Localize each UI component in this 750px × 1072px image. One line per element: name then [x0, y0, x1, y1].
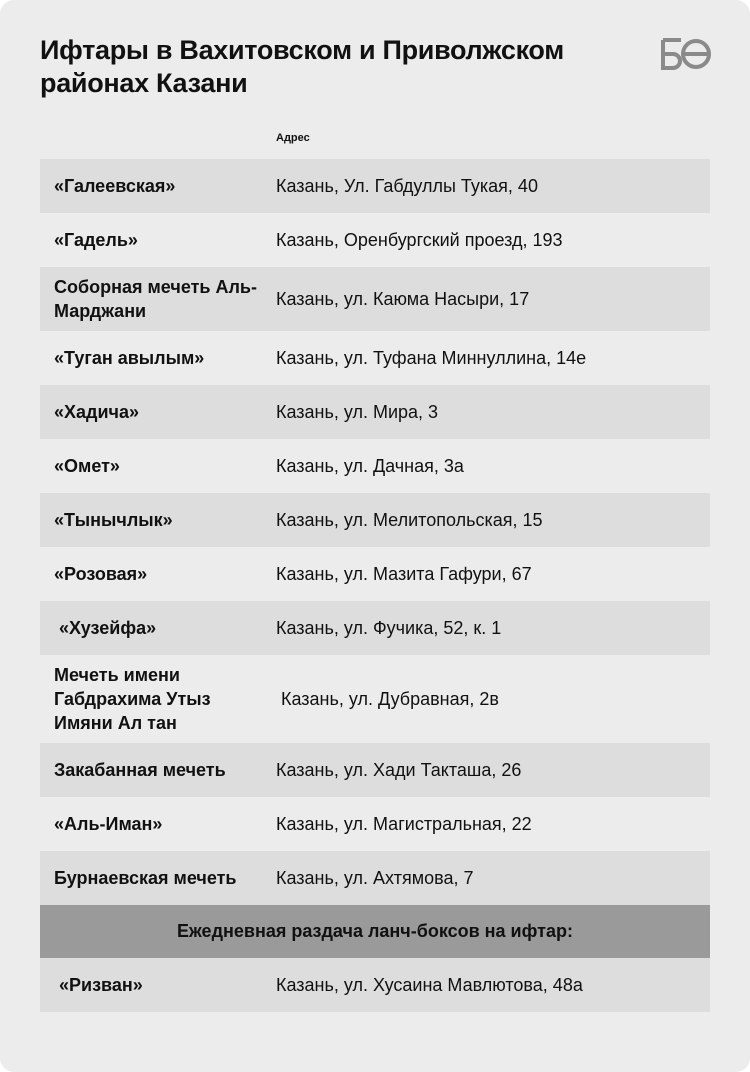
mosque-address: Казань, ул. Хади Такташа, 26	[276, 760, 522, 780]
table-row	[40, 385, 710, 439]
table-row	[40, 958, 710, 1012]
table-row	[40, 493, 710, 547]
mosque-name: «Тынычлык»	[54, 510, 173, 530]
mosque-address: Казань, ул. Ахтямова, 7	[276, 868, 474, 888]
mosque-address: Казань, ул. Каюма Насыри, 17	[276, 289, 530, 309]
mosque-address: Казань, ул. Дубравная, 2в	[276, 689, 499, 709]
mosque-address: Казань, Оренбургский проезд, 193	[276, 230, 563, 250]
mosque-name: Соборная мечеть Аль-Марджани	[54, 277, 257, 321]
table-row	[40, 547, 710, 601]
mosque-name: «Ризван»	[54, 975, 143, 995]
title-line-2: районах Казани	[40, 68, 248, 98]
table-row	[40, 267, 710, 331]
table-row	[40, 601, 710, 655]
mosque-name: Мечеть имени Габдрахима Утыз Имяни Ал тан	[54, 665, 211, 733]
mosque-name: Закабанная мечеть	[54, 760, 226, 780]
mosque-address: Казань, ул. Магистральная, 22	[276, 814, 532, 834]
lunchbox-section-header: Ежедневная раздача ланч-боксов на ифтар:	[40, 905, 710, 958]
table-row	[40, 213, 710, 267]
table-row	[40, 159, 710, 213]
mosque-name: «Розовая»	[54, 564, 148, 584]
table-row	[40, 655, 710, 743]
mosque-address: Казань, ул. Хусаина Мавлютова, 48а	[276, 975, 583, 995]
mosque-address: Казань, ул. Мазита Гафури, 67	[276, 564, 532, 584]
iftar-locations-table	[40, 159, 710, 1012]
mosque-name: «Хузейфа»	[54, 618, 157, 638]
mosque-name: «Аль-Иман»	[54, 814, 163, 834]
table-row	[40, 331, 710, 385]
mosque-name: «Туган авылым»	[54, 348, 205, 368]
mosque-address: Казань, ул. Туфана Миннуллина, 14е	[276, 348, 587, 368]
mosque-name: «Гадель»	[54, 230, 138, 250]
mosque-address: Казань, Ул. Габдуллы Тукая, 40	[276, 176, 538, 196]
address-column-header: Адрес	[276, 132, 310, 144]
table-row	[40, 797, 710, 851]
mosque-name: «Галеевская»	[54, 176, 176, 196]
table-row	[40, 851, 710, 905]
mosque-address: Казань, ул. Мира, 3	[276, 402, 439, 422]
mosque-name: Бурнаевская мечеть	[54, 868, 237, 888]
page-title	[40, 34, 640, 100]
mosque-address: Казань, ул. Мелитопольская, 15	[276, 510, 543, 530]
title-line-1: Ифтары в Вахитовском и Приволжском	[40, 35, 564, 65]
mosque-address: Казань, ул. Дачная, 3а	[276, 456, 464, 476]
table-row	[40, 439, 710, 493]
mosque-address: Казань, ул. Фучика, 52, к. 1	[276, 618, 502, 638]
mosque-name: «Омет»	[54, 456, 120, 476]
bo-logo-icon	[660, 38, 712, 70]
mosque-name: «Хадича»	[54, 402, 139, 422]
table-row	[40, 743, 710, 797]
